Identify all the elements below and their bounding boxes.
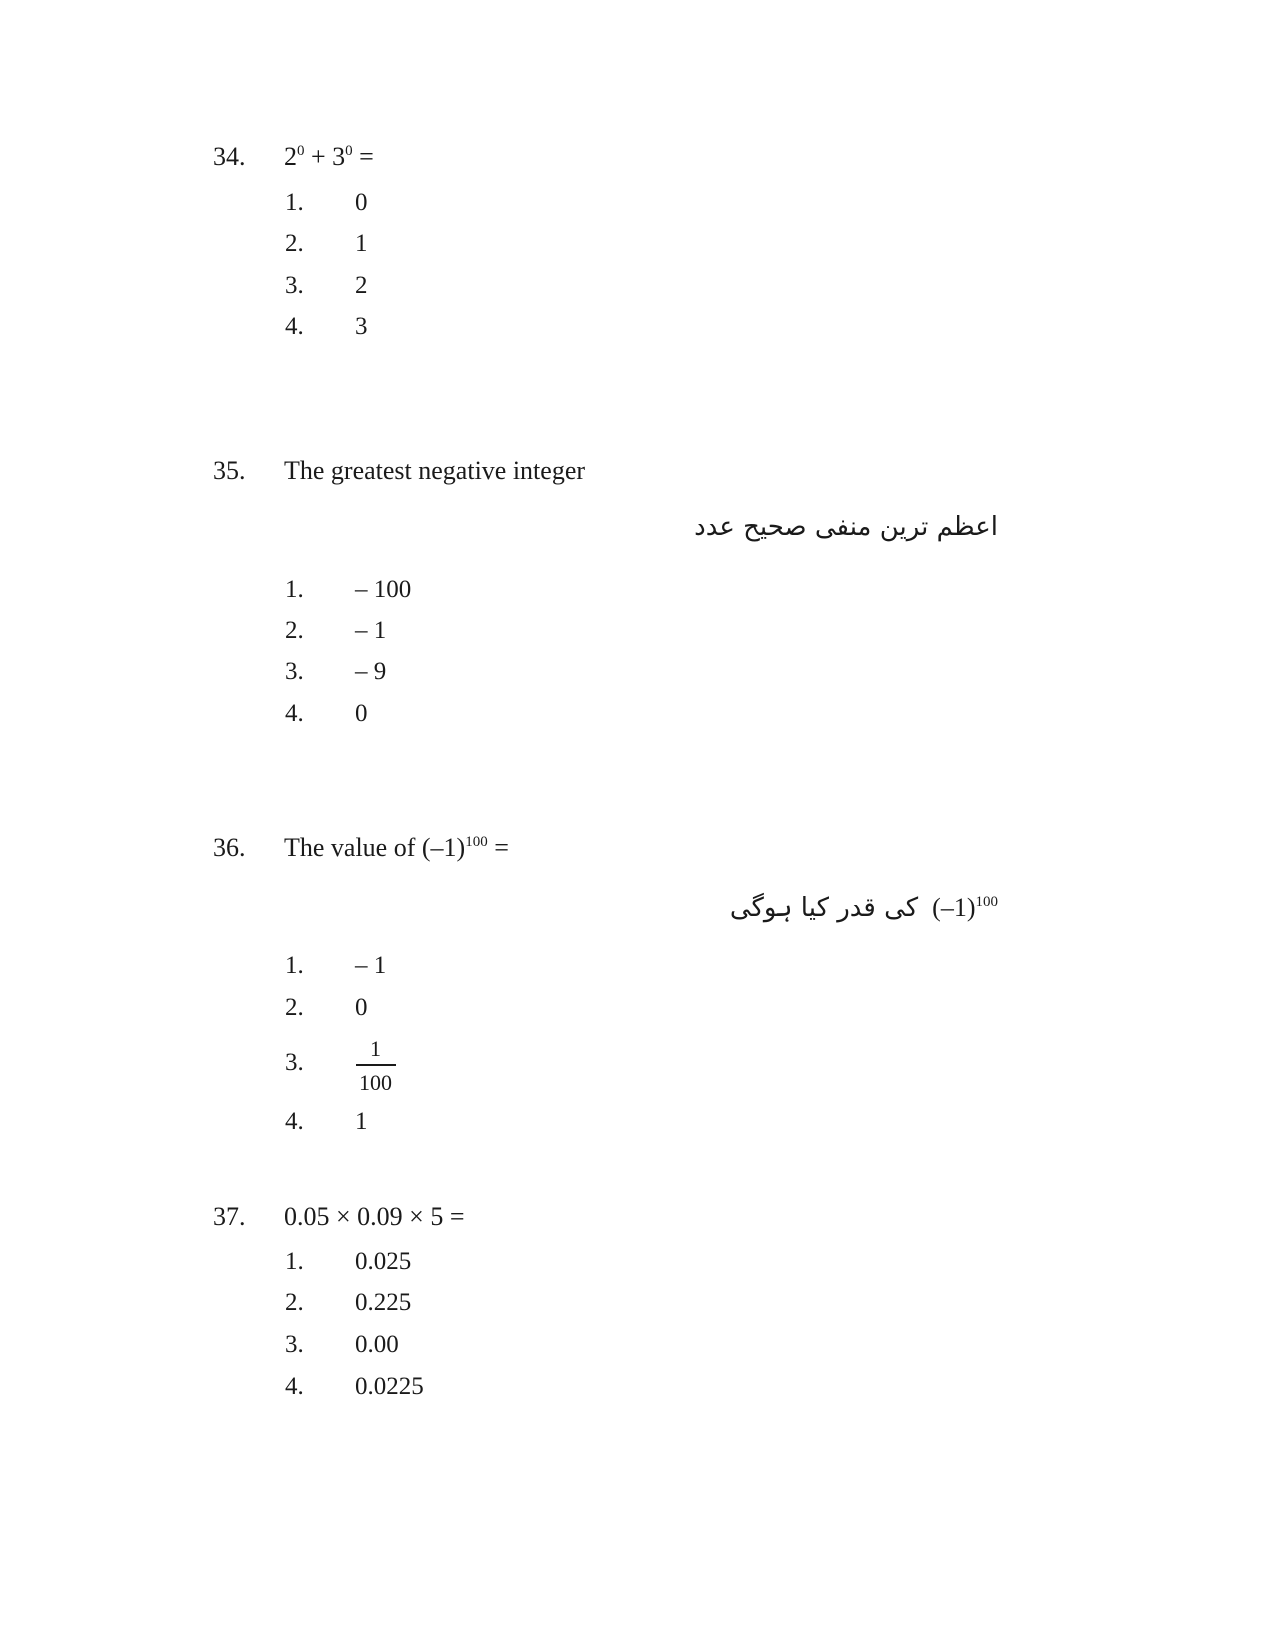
option-number: 3. [285,1331,304,1358]
question-number: 36. [213,833,246,862]
option-value: – 100 [355,576,412,603]
exponent: 0 [345,143,353,159]
option-value: 0 [355,189,368,216]
question-expression: The value of (–1) [284,833,466,862]
option-value: 3 [355,313,368,340]
option-number: 1. [285,952,304,979]
option-number: 1. [285,189,304,216]
option-value: – 9 [355,658,387,685]
option-number: 1. [285,1248,304,1275]
question-text-urdu: اعظم ترین منفی صحیح عدد [694,512,998,542]
equals-sign: = [494,833,509,862]
expression-base: (–1) [932,893,976,922]
addend: + 3 [311,142,346,171]
question-number: 34. [213,142,246,171]
option-number: 4. [285,700,304,727]
question-text: 0.05 × 0.09 × 5 = [284,1202,465,1231]
option-value: 0 [355,994,368,1021]
option-value-fraction [355,1038,396,1094]
question-text: The greatest negative integer [284,456,586,485]
question-text [284,833,509,863]
base: 2 [284,142,297,171]
question-text [284,142,374,172]
fraction-denominator: 100 [359,1069,392,1095]
option-number: 3. [285,658,304,685]
option-value: – 1 [355,617,387,644]
option-value: 0.00 [355,1331,399,1358]
option-number: 2. [285,617,304,644]
question-text-urdu [730,893,998,923]
fraction [355,1038,396,1094]
option-number: 2. [285,994,304,1021]
option-number: 4. [285,1108,304,1135]
urdu-expression [932,893,998,923]
exponent: 0 [297,143,305,159]
option-value: 2 [355,272,368,299]
option-number: 3. [285,272,304,299]
option-value: – 1 [355,952,387,979]
option-number: 4. [285,313,304,340]
exponent: 100 [465,834,488,850]
option-value: 0 [355,700,368,727]
equals-sign: = [359,142,374,171]
urdu-text: کی قدر کیا ہوگی [729,893,919,923]
option-value: 1 [355,230,368,257]
fraction-numerator: 1 [370,1036,381,1061]
option-value: 0.225 [355,1289,412,1316]
option-number: 3. [285,1049,304,1076]
exponent: 100 [975,894,998,910]
question-number: 37. [213,1202,246,1231]
question-number: 35. [213,456,246,485]
option-number: 2. [285,230,304,257]
option-value: 1 [355,1108,368,1135]
option-value: 0.0225 [355,1373,424,1400]
option-number: 2. [285,1289,304,1316]
option-number: 1. [285,576,304,603]
option-number: 4. [285,1373,304,1400]
option-value: 0.025 [355,1248,412,1275]
